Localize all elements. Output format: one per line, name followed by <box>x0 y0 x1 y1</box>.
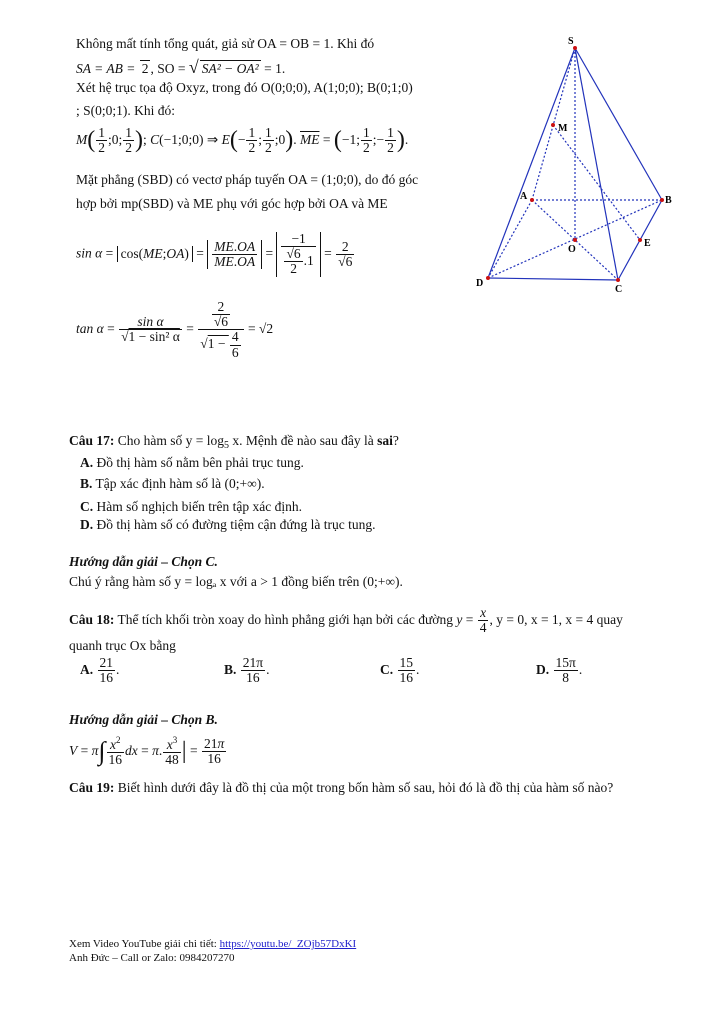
edge-AD <box>488 200 532 278</box>
q18-option-a: A. $\frac{21}{16}$ . <box>80 655 120 686</box>
footer-video: Xem Video YouTube giải chi tiết: https://youtu.be/_ZOjb57DxKI <box>69 938 357 950</box>
q17-option-d: D. Đồ thị hàm số có đường tiệm cận đứng là trục tung. <box>80 517 376 532</box>
q17-option-c: C. Hàm số nghịch biến trên tập xác định. <box>80 499 302 514</box>
youtube-link[interactable]: https://youtu.be/_ZOjb57DxKI <box>219 938 357 950</box>
q17-solution-title: Hướng dẫn giải – Chọn C. <box>69 554 218 569</box>
edge-DC <box>488 278 618 280</box>
label-O: O <box>568 244 576 255</box>
label-B: B <box>665 195 672 206</box>
edge-SC <box>575 48 618 280</box>
pyramid-figure <box>470 30 680 295</box>
q17-solution-text: Chú ý rằng hàm số y = logₐ x với a > 1 đồng biến trên (0;+∞). <box>69 574 403 589</box>
q18-option-d: D. $\frac{15\pi}{8}$ . <box>536 655 583 686</box>
footer-contact: Anh Đức – Call or Zalo: 0984207270 <box>69 952 235 964</box>
q18-option-b: B. $\frac{21\pi}{16}$ . <box>224 655 270 686</box>
tan-alpha-formula: tan α = $\frac{\text{sin α}}{\text{√1 − sin² α}}$ = $\frac{2}{√6}$ √1 − $\frac{4}{6}$ = √2 <box>76 299 274 360</box>
text-line-1: Không mất tính tổng quát, giả sử OA = OB = 1. Khi đó <box>76 36 375 51</box>
label-S: S <box>568 36 574 47</box>
edge-SB <box>575 48 662 200</box>
question-18: Câu 18: Thể tích khối tròn xoay do hình phẳng giới hạn bởi các đường y = $\frac{x}{4}$ , y = 0, x = 1, x = 4 quay <box>69 605 623 636</box>
text-line-3: Xét hệ trục tọa độ Oxyz, trong đó O(0;0;0), A(1;0;0); B(0;1;0) <box>76 80 413 95</box>
q18-solution-formula: V = π∫ $\frac{x^2}{16}$ dx = π. $\frac{x^3}{48}$ | = $\frac{21\pi}{16}$ <box>69 735 225 768</box>
label-C: C <box>615 284 623 295</box>
q18-solution-title: Hướng dẫn giải – Chọn B. <box>69 712 218 727</box>
label-E: E <box>644 238 651 249</box>
text-line-7: hợp bởi mp(SBD) và ME phụ với góc hợp bởi OA và ME <box>76 196 388 211</box>
label-M: M <box>558 123 568 134</box>
q17-option-a: A. Đồ thị hàm số nằm bên phải trục tung. <box>80 455 304 470</box>
sin-alpha-formula: sin α = cos(ME;OA) = $\frac{ME.OA}{ME.OA}$ = −1 $\frac{√6}{2}$ .1 = $\frac{2}{√6}$ <box>76 231 353 277</box>
segment-ME <box>553 125 640 240</box>
text-line-6: Mặt phẳng (SBD) có vectơ pháp tuyến OA = (1;0;0), do đó góc <box>76 172 419 187</box>
q17-option-b: B. Tập xác định hàm số là (0;+∞). <box>80 476 265 491</box>
question-17: Câu 17: Cho hàm số $y = \log_5 x$. Mệnh đề nào sau đây là sai? <box>69 433 399 451</box>
coordinates-line: M( $\frac{1}{2}$ ;0; $\frac{1}{2}$ ); C(−1;0;0) ⇒ E(− $\frac{1}{2}$ ; $\frac{1}{2}$ ;0). $\overline{ME} = (-1$; $\frac{1}{2}$ ;− $\frac{1}{2}$ ). <box>76 125 409 156</box>
label-A: A <box>520 191 528 202</box>
edge-SD <box>488 48 575 278</box>
question-19: Câu 19: Biết hình dưới đây là đồ thị của một trong bốn hàm số sau, hỏi đó là đồ thị của hàm số nào? <box>69 780 614 795</box>
text-line-2: SA = AB = 2 , SO = √ SA² − OA² = 1. <box>76 57 286 77</box>
label-D: D <box>476 278 484 289</box>
q18-line-2: quanh trục Ox bằng <box>69 638 176 653</box>
text-line-4: ; S(0;0;1). Khi đó: <box>76 103 176 118</box>
q18-option-c: C. $\frac{15}{16}$ . <box>380 655 420 686</box>
